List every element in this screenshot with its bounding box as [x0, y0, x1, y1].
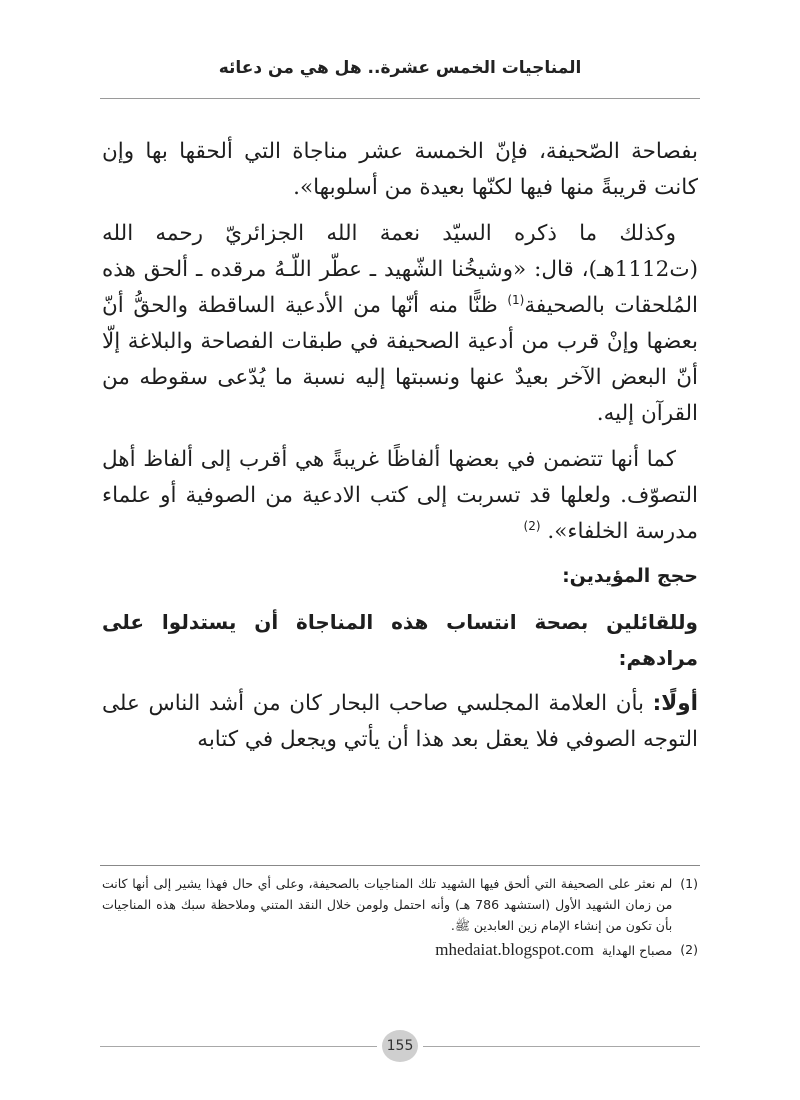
page-number: 155: [382, 1030, 418, 1062]
footnote-2-body: [435, 939, 672, 961]
running-header: المناجيات الخمس عشرة.. هل هي من دعائه: [218, 58, 582, 78]
footnotes: [102, 873, 698, 964]
body-text: [102, 134, 698, 768]
paragraph-2-part-1: وكذلك ما ذكره السيّد نعمة الله الجزائريّ رحمه الله (ت1112هـ)، قال: «وشيخُنا الشّهيد ـ عطّر اللّـهُ مرقده ـ ألحق هذه المُلحقات بالصحيفة: [102, 221, 699, 318]
paragraph-4-text: بأن العلامة المجلسي صاحب البحار كان من أشد الناس على التوجه الصوفي فلا يعقل بعد هذا أن يأتي ويجعل في كتابه: [102, 691, 698, 752]
paragraph-4: [102, 686, 698, 758]
paragraph-2-part-2: ظنًّا منه أنّها من الأدعية الساقطة والحقُّ أنّ بعضها وإنْ قرب من أدعية الصحيفة في طبقات الفصاحة والبلاغة إلّا أنّ البعض الآخر بعيدٌ عنها ونسبتها إليه نسبة ما يُدّعى سقوطه من القرآن إليه.: [102, 293, 698, 426]
page-number-rule-left: [100, 1046, 377, 1047]
footnote-2-number: (2): [680, 942, 698, 957]
paragraph-1: بفصاحة الصّحيفة، فإنّ الخمسة عشر مناجاة التي ألحقها بها وإن كانت قريبةً منها فيها لكنّها بعيدة من أسلوبها».: [102, 139, 698, 200]
page-number-rule-right: [423, 1046, 700, 1047]
footnote-1: [102, 873, 698, 936]
footnote-1-text: لم نعثر على الصحيفة التي ألحق فيها الشهيد تلك المناجيات بالصحيفة، وعلى أي حال فهذا يشير إلى أنها كانت من زمان الشهيد الأول (استشهد 786 هـ) وأنه احتمل ولومن خلال النقد المتني وملاحظة سبك هذه المناجيات بأن تكون من إنشاء الإمام زين العابدين ﷺ.: [102, 876, 673, 933]
footnote-2-url[interactable]: mhedaiat.blogspot.com: [435, 940, 594, 959]
paragraph-4-lead: أولًا:: [652, 691, 698, 716]
footnote-1-number: (1): [680, 876, 698, 891]
footnote-2-source: مصباح الهداية: [601, 943, 673, 958]
section-heading: حجج المؤيدين:: [562, 565, 698, 587]
paragraph-3-text: كما أنها تتضمن في بعضها ألفاظًا غريبةً هي أقرب إلى ألفاظ أهل التصوّف. ولعلها قد تسربت إلى كتب الادعية من الصوفية أو علماء مدرسة الخلفاء».: [102, 447, 698, 544]
header-rule: [100, 98, 700, 99]
footnote-rule: [100, 865, 700, 866]
footnote-ref-1[interactable]: (1): [507, 292, 525, 307]
section-subheading: وللقائلين بصحة انتساب هذه المناجاة أن يستدلوا على مرادهم:: [102, 610, 698, 670]
paragraph-3: [102, 442, 698, 550]
footnote-2: [102, 939, 698, 961]
paragraph-2: [102, 216, 698, 432]
footnote-ref-2[interactable]: (2): [523, 518, 541, 533]
